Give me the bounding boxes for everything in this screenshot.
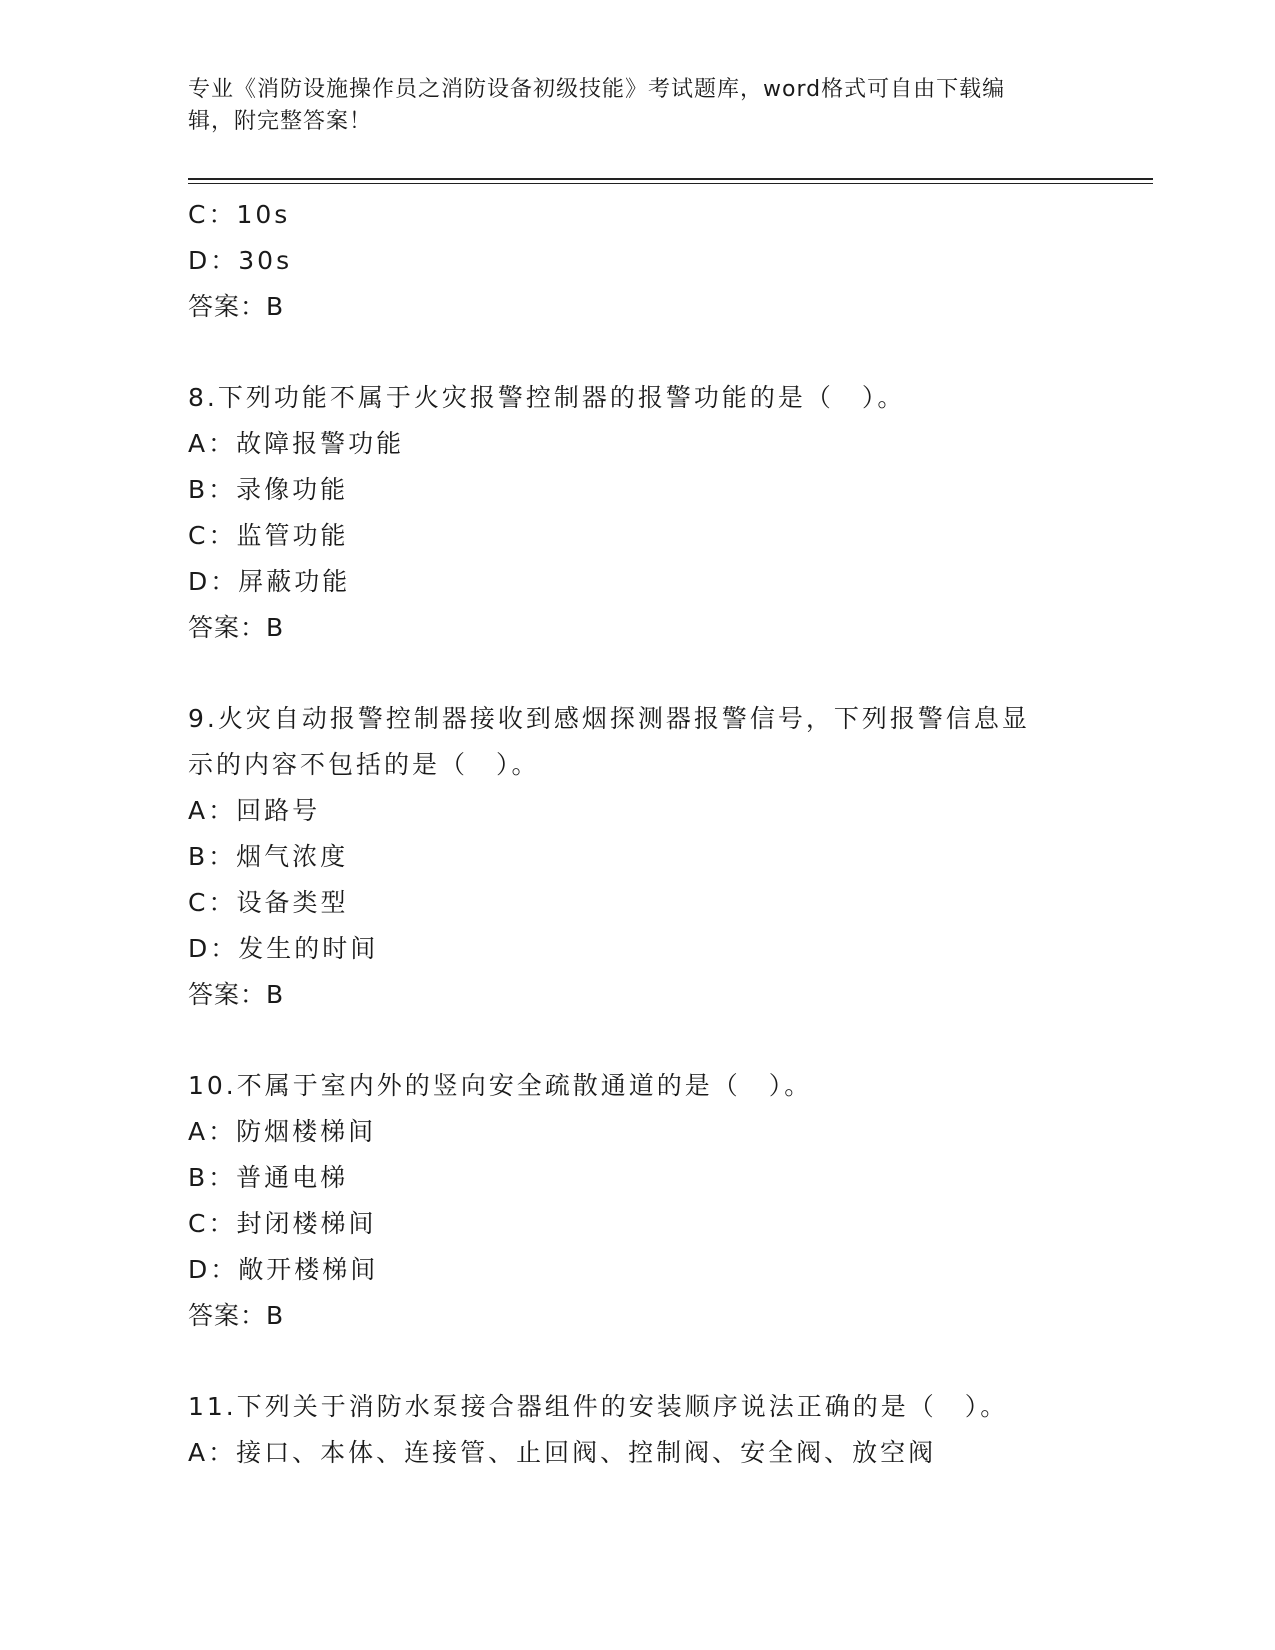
option-c: C：设备类型 <box>188 888 349 917</box>
question-stem: 10.不属于室内外的竖向安全疏散通道的是（ ）。 <box>188 1071 813 1100</box>
option-d: D：敞开楼梯间 <box>188 1255 379 1284</box>
question-stem: 11.下列关于消防水泵接合器组件的安装顺序说法正确的是（ ）。 <box>188 1392 1009 1421</box>
header-line-2: 辑，附完整答案！ <box>188 109 373 134</box>
question-prev <box>188 192 1148 330</box>
answer-line: 答案：B <box>188 613 285 642</box>
option-a: A：回路号 <box>188 796 321 825</box>
option-b: B：录像功能 <box>188 475 349 504</box>
question-stem: 9.火灾自动报警控制器接收到感烟探测器报警信号，下列报警信息显 <box>188 704 1030 733</box>
question-stem: 8.下列功能不属于火灾报警控制器的报警功能的是（ ）。 <box>188 383 906 412</box>
header-rule-thick <box>188 178 1153 180</box>
option-c: C：监管功能 <box>188 521 349 550</box>
header-rule-thin <box>188 183 1153 184</box>
document-header <box>188 74 1068 138</box>
question-stem-cont: 示的内容不包括的是（ ）。 <box>188 750 540 779</box>
question-list <box>188 192 1148 1476</box>
question-9 <box>188 696 1148 1018</box>
answer-line: 答案：B <box>188 292 285 321</box>
option-c: C：10s <box>188 200 291 229</box>
answer-line: 答案：B <box>188 1301 285 1330</box>
option-a: A：接口、本体、连接管、止回阀、控制阀、安全阀、放空阀 <box>188 1438 937 1467</box>
option-c: C：封闭楼梯间 <box>188 1209 377 1238</box>
option-a: A：故障报警功能 <box>188 429 405 458</box>
option-b: B：普通电梯 <box>188 1163 349 1192</box>
option-d: D：屏蔽功能 <box>188 567 351 596</box>
question-10 <box>188 1063 1148 1339</box>
option-a: A：防烟楼梯间 <box>188 1117 377 1146</box>
answer-line: 答案：B <box>188 980 285 1009</box>
question-8 <box>188 375 1148 651</box>
header-line-1: 专业《消防设施操作员之消防设备初级技能》考试题库，word格式可自由下载编 <box>188 77 1006 102</box>
option-d: D：发生的时间 <box>188 934 379 963</box>
option-b: B：烟气浓度 <box>188 842 349 871</box>
question-11 <box>188 1384 1148 1476</box>
option-d: D：30s <box>188 246 293 275</box>
